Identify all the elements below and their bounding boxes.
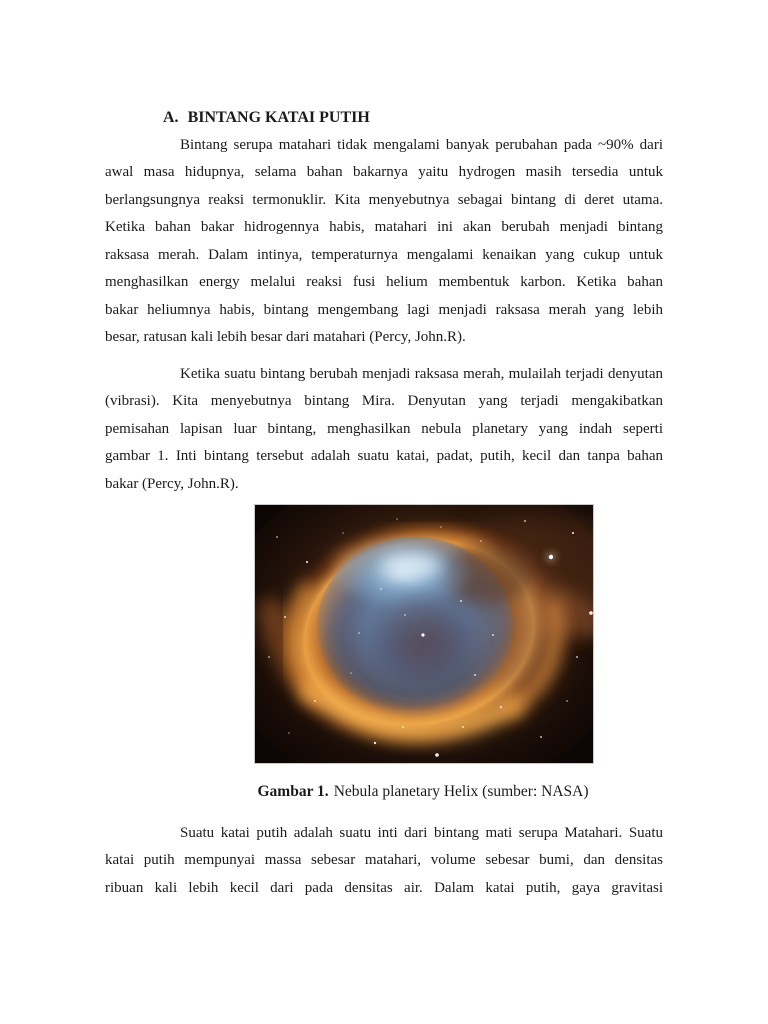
figure-caption — [254, 778, 592, 806]
text-line: awal masa hidupnya, selama bahan bakarnya yaitu hydrogen masih tersedia untuk — [105, 164, 663, 180]
text-line: katai putih mempunyai massa sebesar matahari, volume sebesar bumi, dan densitas — [105, 852, 663, 868]
text-line: berlangsungnya reaksi termonuklir. Kita menyebutnya sebagai bintang di deret utama. — [105, 191, 663, 208]
section-number: A. — [163, 109, 179, 126]
helix-nebula-art — [255, 505, 593, 763]
text-line: ribuan kali lebih kecil dari pada densitas air. Dalam katai putih, gaya gravitasi — [105, 879, 663, 896]
text-line: menghasilkan energy melalui reaksi fusi helium membentuk karbon. Ketika bahan — [105, 274, 663, 290]
text-line: raksasa merah. Dalam intinya, temperaturnya mengalami kenaikan yang cukup untuk — [105, 246, 663, 263]
text-line: besar, ratusan kali lebih besar dari matahari (Percy, John.R). — [105, 329, 466, 345]
text-line: pemisahan lapisan luar bintang, menghasilkan nebula planetary yang indah seperti — [105, 420, 663, 437]
paragraph-3 — [105, 820, 663, 903]
figure-1 — [254, 504, 592, 806]
helix-nebula-image — [254, 504, 594, 764]
text-line: Ketika bahan bakar hidrogennya habis, matahari ini akan berubah menjadi bintang — [105, 219, 663, 235]
text-line: (vibrasi). Kita menyebutnya bintang Mira. Denyutan yang terjadi mengakibatkan — [105, 393, 663, 409]
paragraph-2 — [105, 361, 663, 499]
figure-caption-label: Gambar 1. — [257, 783, 329, 800]
section-title: BINTANG KATAI PUTIH — [187, 109, 370, 126]
document-content — [105, 104, 663, 902]
text-line: Suatu katai putih adalah suatu inti dari bintang mati serupa Matahari. Suatu — [180, 824, 663, 841]
paragraph-1 — [105, 132, 663, 352]
text-line: gambar 1. Inti bintang tersebut adalah suatu katai, padat, putih, kecil dan tanpa bahan — [105, 448, 663, 464]
text-line: bakar heliumnya habis, bintang mengembang lagi menjadi raksasa merah yang lebih — [105, 301, 663, 318]
text-line: Bintang serupa matahari tidak mengalami banyak perubahan pada ~90% dari — [180, 136, 663, 153]
figure-caption-text: Nebula planetary Helix (sumber: NASA) — [333, 783, 589, 800]
section-heading — [105, 104, 663, 132]
text-line: bakar (Percy, John.R). — [105, 475, 239, 492]
text-line: Ketika suatu bintang berubah menjadi raksasa merah, mulailah terjadi denyutan — [180, 365, 663, 382]
